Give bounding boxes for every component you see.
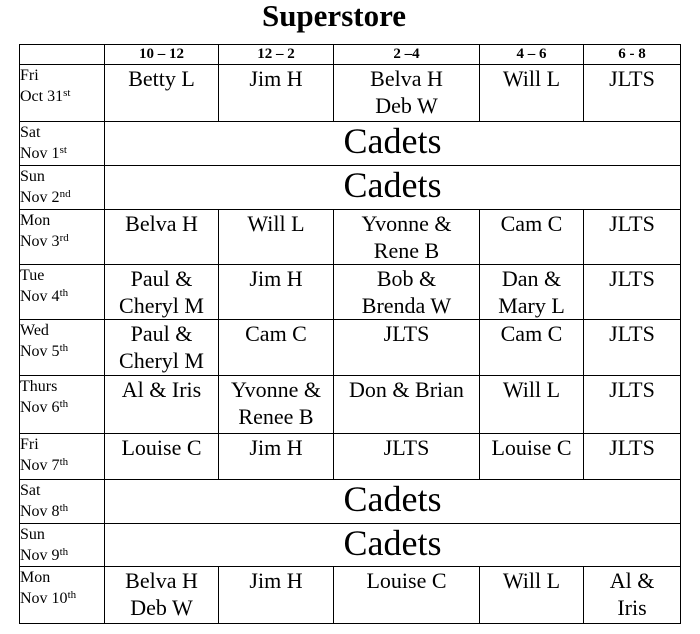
date-text: Nov 8 [20, 503, 60, 520]
day-date [20, 545, 104, 566]
volunteer-name: Renee B [238, 404, 314, 429]
day-name: Fri [20, 436, 39, 453]
shift-cell [219, 567, 334, 624]
table-row [20, 166, 681, 210]
volunteer-name: Jim H [249, 568, 303, 593]
shift-cell [219, 210, 334, 265]
day-name: Sat [20, 124, 41, 141]
day-cell [20, 122, 105, 166]
volunteer-name: Cam C [245, 321, 307, 346]
shift-cell [334, 320, 480, 376]
volunteer-name: Deb W [130, 595, 193, 620]
date-text: Nov 3 [20, 233, 60, 250]
day-name: Sun [20, 168, 45, 185]
shift-cell [105, 434, 219, 480]
day-name: Tue [20, 267, 45, 284]
shift-cell [584, 265, 681, 320]
day-name: Mon [20, 569, 51, 586]
volunteer-name: Bob & [376, 266, 437, 291]
cadets-cell: Cadets [105, 524, 681, 567]
date-text: Nov 5 [20, 343, 60, 360]
date-text: Nov 9 [20, 547, 60, 564]
volunteer-name: Mary L [498, 293, 565, 318]
shift-cell [584, 65, 681, 122]
shift-cell [584, 210, 681, 265]
date-text: Nov 10 [20, 590, 68, 607]
volunteer-name: Betty L [128, 66, 195, 91]
shift-cell [219, 65, 334, 122]
day-cell [20, 434, 105, 480]
shift-cell [105, 265, 219, 320]
shift-cell [334, 210, 480, 265]
day-name: Sat [20, 482, 41, 499]
volunteer-name: JLTS [609, 435, 655, 460]
header-cell-slot-5: 6 - 8 [584, 45, 681, 65]
shift-cell [105, 567, 219, 624]
day-cell [20, 265, 105, 320]
volunteer-name: Paul & [130, 266, 193, 291]
volunteer-name: Jim H [249, 435, 303, 460]
table-row [20, 434, 681, 480]
shift-cell [105, 376, 219, 434]
date-ordinal-suffix: nd [59, 188, 71, 200]
shift-cell [480, 320, 584, 376]
volunteer-name: Rene B [373, 238, 440, 263]
day-name: Fri [20, 67, 39, 84]
shift-cell [334, 376, 480, 434]
shift-cell [105, 210, 219, 265]
volunteer-name: Louise C [121, 435, 202, 460]
volunteer-name: Jim H [249, 66, 303, 91]
date-text: Nov 2 [20, 189, 60, 206]
volunteer-name: Deb W [375, 93, 438, 118]
day-cell [20, 210, 105, 265]
volunteer-name: Yvonne & [361, 211, 452, 236]
header-row [20, 45, 681, 65]
cadets-cell: Cadets [105, 480, 681, 524]
volunteer-name: Will L [247, 211, 305, 236]
table-row [20, 567, 681, 624]
volunteer-name: Paul & [130, 321, 193, 346]
volunteer-name: JLTS [609, 266, 655, 291]
volunteer-name: Cheryl M [119, 348, 204, 373]
date-ordinal-suffix: rd [59, 232, 69, 244]
date-ordinal-suffix: th [59, 342, 69, 354]
day-cell [20, 376, 105, 434]
volunteer-name: Cam C [500, 211, 563, 236]
shift-cell [584, 320, 681, 376]
volunteer-name: Al & Iris [121, 377, 202, 402]
date-text: Nov 6 [20, 399, 60, 416]
volunteer-name: JLTS [609, 66, 655, 91]
date-text: Oct 31 [20, 88, 64, 105]
volunteer-name: Brenda W [361, 293, 452, 318]
header-cell-slot-2: 12 – 2 [219, 45, 334, 65]
schedule-table [19, 44, 681, 624]
table-row [20, 480, 681, 524]
header-cell-slot-4: 4 – 6 [480, 45, 584, 65]
shift-cell [480, 265, 584, 320]
volunteer-name: Louise C [366, 568, 447, 593]
date-ordinal-suffix: st [63, 87, 71, 99]
volunteer-name: JLTS [383, 435, 430, 460]
volunteer-name: JLTS [609, 377, 655, 402]
date-ordinal-suffix: th [59, 502, 69, 514]
shift-cell [480, 210, 584, 265]
header-cell-slot-1: 10 – 12 [105, 45, 219, 65]
table-row [20, 524, 681, 567]
shift-cell [480, 376, 584, 434]
shift-cell [480, 434, 584, 480]
volunteer-name: Belva H [125, 211, 198, 236]
day-cell [20, 166, 105, 210]
volunteer-name: Belva H [125, 568, 198, 593]
day-cell [20, 65, 105, 122]
shift-cell [334, 65, 480, 122]
table-row [20, 320, 681, 376]
table-row [20, 376, 681, 434]
day-date [20, 501, 104, 522]
day-cell [20, 480, 105, 524]
date-text: Nov 1 [20, 145, 60, 162]
volunteer-name: Louise C [491, 435, 572, 460]
volunteer-name: Don & Brian [349, 377, 464, 402]
shift-cell [334, 567, 480, 624]
date-text: Nov 7 [20, 457, 60, 474]
shift-cell [480, 567, 584, 624]
volunteer-name: Jim H [249, 266, 303, 291]
day-date [20, 86, 104, 107]
day-name: Thurs [20, 378, 58, 395]
volunteer-name: Cheryl M [119, 293, 204, 318]
day-date [20, 143, 104, 164]
day-cell [20, 524, 105, 567]
volunteer-name: Will L [502, 568, 561, 593]
volunteer-name: JLTS [609, 321, 655, 346]
day-date [20, 397, 104, 418]
volunteer-name: Yvonne & [230, 377, 322, 402]
shift-cell [219, 320, 334, 376]
date-ordinal-suffix: th [59, 546, 69, 558]
volunteer-name: Will L [502, 66, 561, 91]
shift-cell [334, 434, 480, 480]
day-date [20, 187, 104, 208]
day-date [20, 341, 104, 362]
volunteer-name: Dan & [501, 266, 562, 291]
shift-cell [480, 65, 584, 122]
shift-cell [219, 265, 334, 320]
page-title: Superstore [261, 0, 407, 33]
volunteer-name: Will L [502, 377, 561, 402]
shift-cell [584, 567, 681, 624]
day-date [20, 588, 104, 609]
shift-cell [584, 376, 681, 434]
table-row [20, 65, 681, 122]
day-date [20, 286, 104, 307]
shift-cell [584, 434, 681, 480]
table-row [20, 265, 681, 320]
date-ordinal-suffix: th [59, 456, 69, 468]
header-cell-day [20, 45, 105, 65]
shift-cell [105, 320, 219, 376]
volunteer-name: Cam C [500, 321, 563, 346]
volunteer-name: JLTS [609, 211, 655, 236]
day-name: Mon [20, 212, 51, 229]
date-ordinal-suffix: th [59, 287, 69, 299]
volunteer-name: Belva H [370, 66, 443, 91]
day-name: Sun [20, 526, 45, 543]
shift-cell [334, 265, 480, 320]
day-date [20, 455, 104, 476]
shift-cell [219, 376, 334, 434]
shift-cell [105, 65, 219, 122]
shift-cell [219, 434, 334, 480]
table-row [20, 210, 681, 265]
header-cell-slot-3: 2 –4 [334, 45, 480, 65]
date-ordinal-suffix: st [59, 144, 67, 156]
cadets-cell: Cadets [105, 122, 681, 166]
day-date [20, 231, 104, 252]
cadets-cell: Cadets [105, 166, 681, 210]
day-cell [20, 567, 105, 624]
table-row [20, 122, 681, 166]
day-cell [20, 320, 105, 376]
volunteer-name: Al & [609, 568, 655, 593]
date-ordinal-suffix: th [59, 398, 69, 410]
day-name: Wed [20, 322, 49, 339]
volunteer-name: Iris [617, 595, 647, 620]
date-ordinal-suffix: th [67, 589, 77, 601]
volunteer-name: JLTS [383, 321, 430, 346]
date-text: Nov 4 [20, 288, 60, 305]
